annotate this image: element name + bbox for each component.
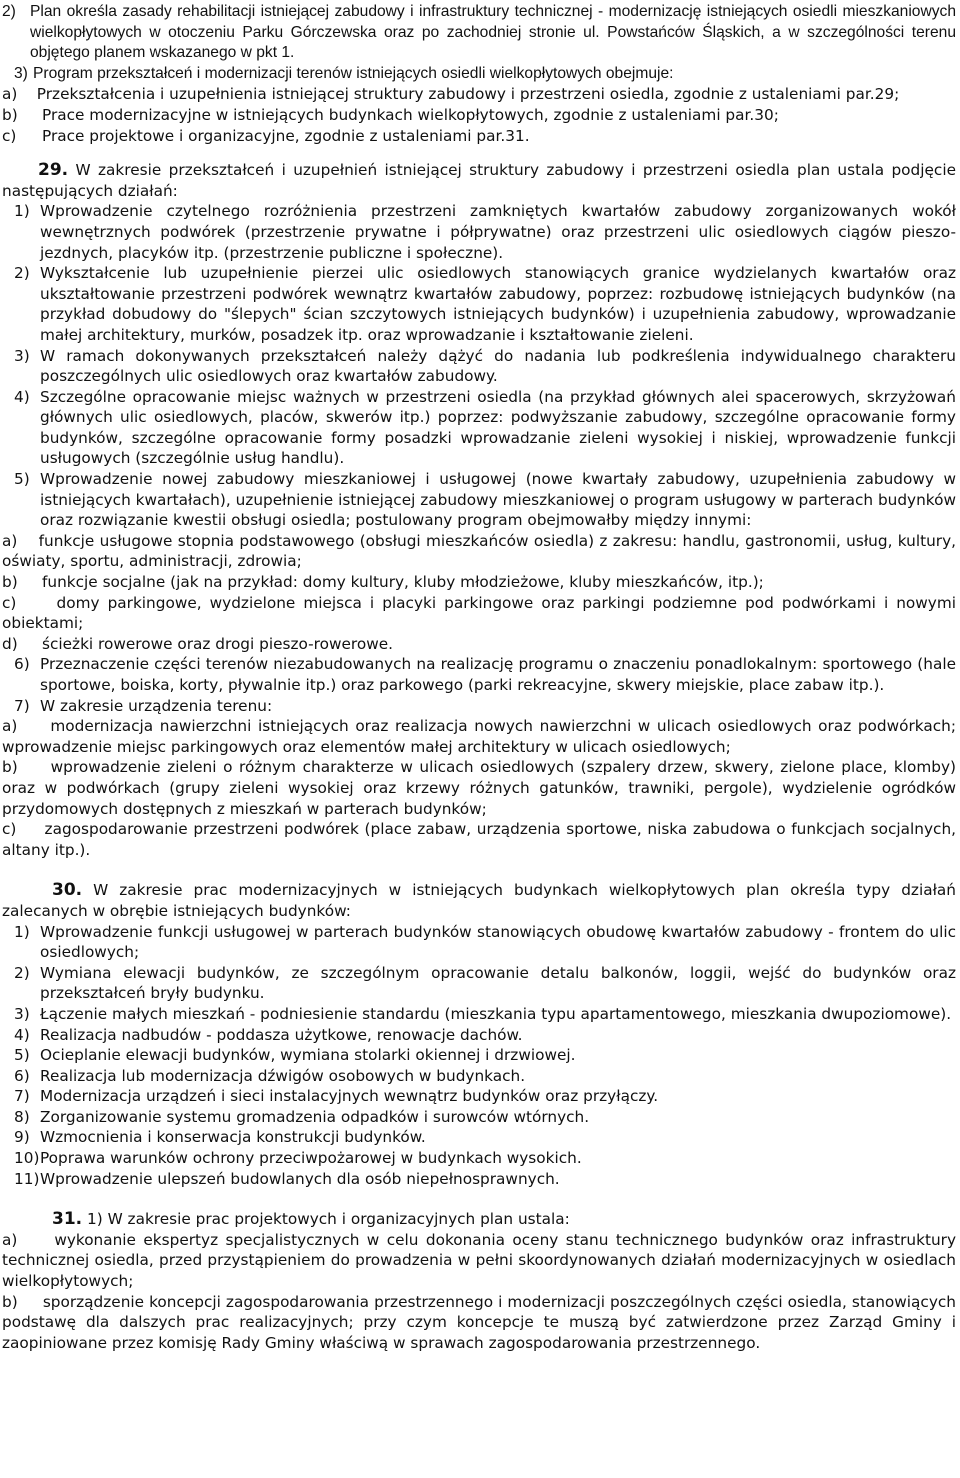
s29-item-7-letter-a	[2, 716, 956, 757]
section-29-lead	[2, 160, 956, 201]
letter-text: wykonanie ekspertyz specjalistycznych w celu dokonania oceny stanu technicznego budynków oraz infrastruktury technicznej osiedla, przed przystąpieniem do prowadzenia w pełni skoordynowanych działań modernizacyjnych w osiedlach wielkopłytowych;	[2, 1230, 957, 1291]
item-text: Program przekształceń i modernizacji terenów istniejących osiedli wielkopłytowych obejmuje:	[33, 64, 674, 82]
item-text: Realizacja lub modernizacja dźwigów osobowych w budynkach.	[40, 1066, 526, 1085]
s29-item-4	[2, 387, 956, 469]
item-text: Wprowadzenie czytelnego rozróżnienia przestrzeni zamkniętych kwartałów zabudowy zorganizowanych wokół wewnętrznych podwórek (przestrzenie prywatne i półprywatne) oraz przestrzeni ulic osiedlowych ciągów pieszo-jezdnych, placyków itp. (przestrzenie publiczne i społeczne).	[40, 202, 956, 262]
s31-letter-b	[2, 1292, 956, 1354]
letter-text: wprowadzenie zieleni o różnym charakterze w ulicach osiedlowych (szpalery drzew, skwery, zielone place, klomby) oraz w podwórkach (grupy zieleni wysokiej oraz krzewy różnych gatunków, trawniki, pergole), wydzielenie ogródków przydomowych dostępnych z mieszkań w parterach budynków;	[2, 758, 956, 818]
section-number: 29.	[38, 160, 69, 181]
item-text: Realizacja nadbudów - poddasza użytkowe, renowacje dachów.	[40, 1025, 523, 1044]
item-number: 3)	[14, 1004, 30, 1023]
intro-item-2	[2, 2, 956, 64]
letter-number: a)	[2, 1230, 18, 1249]
letter-number: c)	[2, 820, 17, 839]
s29-item-5	[2, 469, 956, 531]
item-number: 2)	[14, 264, 30, 283]
item-text: Wykształcenie lub uzupełnienie pierzei ulic osiedlowych stanowiących granice wydzielanych kwartałów oraz ukształtowanie przestrzeni podwórek wewnątrz kwartałów zabudowy, poprzez: rozbudowę istniejących budynków (na przykład dobudowy do "ślepych" ścian szczytowych istniejących budynków) i uzupełnienia zabudowy, wprowadzanie małej architektury, murków, posadzek itp. oraz wprowadzanie i kształtowanie zieleni.	[40, 264, 956, 344]
letter-number: a)	[2, 531, 18, 550]
item-text: W zakresie urządzenia terenu:	[40, 696, 273, 715]
letter-text: Prace modernizacyjne w istniejących budynkach wielkopłytowych, zgodnie z ustaleniami par.30;	[42, 105, 779, 124]
item-text: Wprowadzenie nowej zabudowy mieszkaniowej i usługowej (nowe kwartały zabudowy, uzupełnienia zabudowy w istniejących kwartałach), uzupełnienie istniejącej zabudowy mieszkaniowej o program usługowy w parterach budynków oraz rozwiązanie kwestii obsługi osiedla; postulowany program obejmowałby między innymi:	[40, 470, 956, 530]
letter-number: a)	[2, 717, 18, 736]
s30-item-7	[2, 1086, 956, 1107]
s29-item-5-letter-d	[2, 634, 956, 655]
letter-number: d)	[2, 634, 18, 653]
s29-item-7-letter-c	[2, 819, 956, 860]
item-text: Wprowadzenie funkcji usługowej w parterach budynków stanowiących obudowę kwartałów zabudowy - frontem do ulic osiedlowych;	[40, 922, 956, 962]
item-number: 2)	[2, 3, 16, 20]
s29-item-2	[2, 263, 956, 345]
section-30-lead	[2, 880, 956, 921]
item-number: 7)	[14, 696, 30, 715]
s29-item-3	[2, 346, 956, 387]
section-lead: W zakresie przekształceń i uzupełnień istniejącej struktury zabudowy i przestrzeni osiedla plan ustala podjęcie następujących działań:	[2, 161, 956, 200]
letter-number: b)	[2, 758, 18, 777]
letter-number: b)	[2, 573, 18, 592]
item-number: 9)	[14, 1128, 30, 1147]
letter-number: c)	[2, 593, 17, 612]
item-number: 1)	[14, 202, 30, 221]
item-number: 4)	[14, 1025, 30, 1044]
letter-number: b)	[2, 1292, 18, 1311]
item-number: 1)	[14, 922, 30, 941]
item-number: 7)	[14, 1087, 30, 1106]
item-text: Poprawa warunków ochrony przeciwpożarowej w budynkach wysokich.	[40, 1149, 582, 1168]
letter-text: Przekształcenia i uzupełnienia istniejącej struktury zabudowy i przestrzeni osiedla, zgodnie z ustaleniami par.29;	[36, 85, 900, 104]
s30-item-6	[2, 1066, 956, 1087]
item-text: Zorganizowanie systemu gromadzenia odpadków i surowców wtórnych.	[40, 1107, 590, 1126]
letter-number: c)	[2, 126, 17, 145]
section-lead: W zakresie prac modernizacyjnych w istniejących budynkach wielkopłytowych plan określa typy działań zalecanych w obrębie istniejących budynków:	[2, 881, 956, 920]
item-number: 10)	[14, 1149, 40, 1168]
item-text: W ramach dokonywanych przekształceń należy dążyć do nadania lub podkreślenia indywidualnego charakteru poszczególnych ulic osiedlowych oraz kwartałów zabudowy.	[40, 346, 956, 386]
s30-item-5	[2, 1045, 956, 1066]
s30-item-4	[2, 1025, 956, 1046]
intro-item-3	[2, 64, 956, 85]
item-number: 3)	[14, 346, 30, 365]
s31-letter-a	[2, 1230, 956, 1292]
section-number: 31.	[52, 1209, 83, 1230]
s30-item-10	[2, 1148, 956, 1169]
item-text: Przeznaczenie części terenów niezabudowanych na realizację programu o znaczeniu ponadlokalnym: sportowego (hale sportowe, boiska, korty, pływalnie itp.) oraz parkowego (parki rekreacyjne, skwery miejskie, place zabaw itp.).	[40, 655, 956, 694]
letter-text: zagospodarowanie przestrzeni podwórek (place zabaw, urządzenia sportowe, niska zabudowa o funkcjach socjalnych, altany itp.).	[2, 820, 956, 859]
item-text: Wzmocnienia i konserwacja konstrukcji budynków.	[40, 1128, 426, 1147]
item-number: 5)	[14, 1046, 30, 1065]
s30-item-3	[2, 1004, 956, 1025]
letter-text: modernizacja nawierzchni istniejących oraz realizacja nowych nawierzchni w ulicach osiedlowych oraz podwórkach; wprowadzenie miejsc parkingowych oraz elementów małej architektury w ulicach osiedlowych;	[2, 717, 956, 756]
s30-item-11	[2, 1169, 956, 1190]
letter-text: Prace projektowe i organizacyjne, zgodnie z ustaleniami par.31.	[42, 126, 530, 145]
s29-item-5-letter-b	[2, 572, 956, 593]
letter-text: funkcje socjalne (jak na przykład: domy kultury, kluby młodzieżowe, kluby mieszkańców, itp.);	[42, 573, 764, 592]
section-lead: 1) W zakresie prac projektowych i organizacyjnych plan ustala:	[87, 1210, 570, 1229]
item-text: Plan określa zasady rehabilitacji istniejącej zabudowy i infrastruktury technicznej - modernizację istniejących osiedli mieszkaniowych wielkopłytowych w otoczeniu Parku Górczewska oraz po zachodniej stronie ul. Powstańców Śląskich, a w szczególności terenu objętego planem wskazanego w pkt 1.	[30, 3, 956, 62]
item-number: 8)	[14, 1107, 30, 1126]
item-number: 2)	[14, 963, 30, 982]
intro-letter-b	[2, 105, 956, 126]
s30-item-9	[2, 1127, 956, 1148]
letter-text: ścieżki rowerowe oraz drogi pieszo-rowerowe.	[42, 634, 393, 653]
item-text: Wymiana elewacji budynków, ze szczególnym opracowanie detalu balkonów, loggii, wejść do budynków oraz przekształceń bryły budynku.	[40, 963, 956, 1003]
intro-letter-a	[2, 84, 956, 105]
letter-number: a)	[2, 85, 18, 104]
section-31-lead	[2, 1209, 956, 1230]
s29-item-7-letter-b	[2, 757, 956, 819]
item-text: Ocieplanie elewacji budynków, wymiana stolarki okiennej i drzwiowej.	[40, 1046, 576, 1065]
s30-item-1	[2, 922, 956, 963]
s29-item-5-letter-a	[2, 531, 956, 572]
item-number: 11)	[14, 1169, 40, 1188]
section-29-items	[2, 201, 956, 860]
letter-text: domy parkingowe, wydzielone miejsca i placyki parkingowe oraz parkingi podziemne pod podwórkami i nowymi obiektami;	[2, 593, 957, 633]
intro-letter-c	[2, 126, 956, 147]
item-number: 6)	[14, 1066, 30, 1085]
item-number: 6)	[14, 655, 30, 674]
item-number: 5)	[14, 470, 30, 489]
section-30-items	[2, 922, 956, 1190]
s29-item-1	[2, 201, 956, 263]
item-text: Modernizacja urządzeń i sieci instalacyjnych wewnątrz budynków oraz przyłączy.	[40, 1087, 659, 1106]
item-text: Łączenie małych mieszkań - podniesienie standardu (mieszkania typu apartamentowego, mieszkania dwupoziomowe).	[40, 1004, 952, 1023]
section-number: 30.	[52, 880, 83, 901]
s30-item-8	[2, 1107, 956, 1128]
s30-item-2	[2, 963, 956, 1004]
item-text: Szczególne opracowanie miejsc ważnych w przestrzeni osiedla (na przykład głównych alei spacerowych, skrzyżowań głównych ulic osiedlowych, placów, skwerów itp.) poprzez: podwyższanie zabudowy, szczególne opracowanie formy budynków, szczególne opracowanie formy posadzki wprowadzanie zieleni wysokiej i niskiej, wprowadzenie funkcji usługowych (szczególnie usług handlu).	[40, 387, 956, 468]
s29-item-5-letter-c	[2, 593, 956, 634]
s29-item-7	[2, 696, 956, 717]
item-number: 3)	[14, 64, 28, 82]
letter-text: funkcje usługowe stopnia podstawowego (obsługi mieszkańców osiedla) z zakresu: handlu, gastronomii, usług, kultury, oświaty, sportu, administracji, zdrowia;	[2, 531, 956, 571]
item-text: Wprowadzenie ulepszeń budowlanych dla osób niepełnosprawnych.	[40, 1169, 560, 1188]
letter-number: b)	[2, 105, 18, 124]
item-number: 4)	[14, 387, 30, 406]
s29-item-6	[2, 654, 956, 695]
letter-text: sporządzenie koncepcji zagospodarowania przestrzennego i modernizacji poszczególnych części osiedla, stanowiących podstawę dla dalszych prac realizacyjnych; przy czym koncepcje te muszą być zatwierdzone przez Zarząd Gminy i zaopiniowane przez komisję Rady Gminy właściwą w sprawach zagospodarowania przestrzennego.	[2, 1292, 956, 1352]
